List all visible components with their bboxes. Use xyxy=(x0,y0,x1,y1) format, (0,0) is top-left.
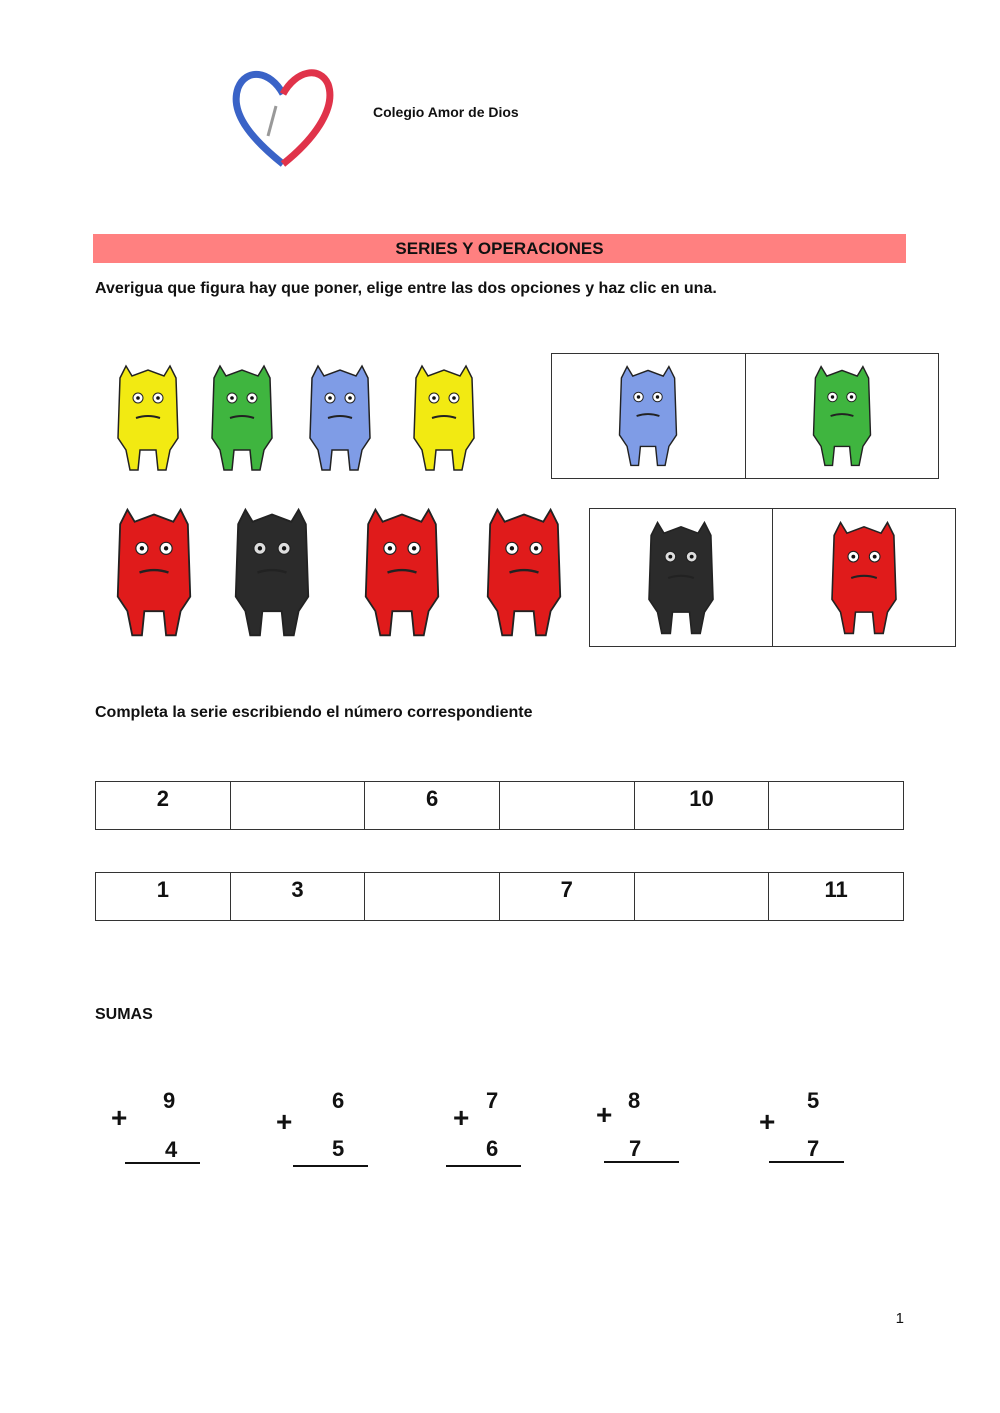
school-name: Colegio Amor de Dios xyxy=(373,104,519,120)
series-cell: 6 xyxy=(365,782,500,830)
monster-green-icon xyxy=(804,358,880,474)
addend-top: 7 xyxy=(486,1088,499,1113)
series-cell-blank[interactable] xyxy=(499,782,634,830)
monster-black-icon xyxy=(637,514,725,642)
sequence-monster xyxy=(352,500,452,650)
page-title: SERIES Y OPERACIONES xyxy=(93,234,906,263)
series-cell: 2 xyxy=(96,782,231,830)
series-cell: 3 xyxy=(230,873,365,921)
series-instruction: Averigua que figura hay que poner, elige entre las dos opciones y haz clic en una. xyxy=(95,280,717,297)
option-1[interactable] xyxy=(552,354,745,478)
sum-line[interactable] xyxy=(293,1165,368,1167)
sum-line[interactable] xyxy=(769,1161,844,1163)
sequence-monster xyxy=(300,356,380,485)
sum-line[interactable] xyxy=(446,1165,521,1167)
monster-black-icon xyxy=(222,500,322,645)
sequence-monster xyxy=(202,356,282,485)
series-cell-blank[interactable] xyxy=(230,782,365,830)
addend-bottom: 5 xyxy=(332,1136,345,1161)
sequence-monster xyxy=(474,500,574,650)
options-row-1 xyxy=(551,353,939,479)
series-cell: 10 xyxy=(634,782,769,830)
heart-logo xyxy=(228,66,338,176)
plus-sign: + xyxy=(453,1102,470,1133)
addend-top: 6 xyxy=(332,1088,345,1113)
plus-sign: + xyxy=(596,1099,613,1130)
monster-red-icon xyxy=(352,500,452,645)
sequence-monster xyxy=(404,356,484,485)
sequence-monster xyxy=(222,500,322,650)
addend-bottom: 7 xyxy=(629,1136,642,1161)
monster-red-icon xyxy=(474,500,574,645)
series-cell-blank[interactable] xyxy=(769,782,904,830)
addend-bottom: 6 xyxy=(486,1136,499,1161)
monster-yellow-icon xyxy=(108,356,188,480)
sequence-monster xyxy=(104,500,204,650)
sum-line[interactable] xyxy=(604,1161,679,1163)
sum-line[interactable] xyxy=(125,1162,200,1164)
plus-sign: + xyxy=(276,1106,293,1137)
option-2[interactable] xyxy=(745,354,939,478)
addend-top: 5 xyxy=(807,1088,820,1113)
series-cell-blank[interactable] xyxy=(365,873,500,921)
page-number: 1 xyxy=(895,1310,904,1327)
series-cell-blank[interactable] xyxy=(634,873,769,921)
addend-bottom: 7 xyxy=(807,1136,820,1161)
plus-sign: + xyxy=(759,1106,776,1137)
monster-red-icon xyxy=(820,514,908,642)
series-cell: 1 xyxy=(96,873,231,921)
sequence-monster xyxy=(108,356,188,485)
option-2[interactable] xyxy=(772,509,955,646)
series-cell: 7 xyxy=(499,873,634,921)
addend-bottom: 4 xyxy=(165,1137,178,1162)
sums-heading: SUMAS xyxy=(95,1006,153,1023)
addend-top: 9 xyxy=(163,1088,176,1113)
monster-yellow-icon xyxy=(404,356,484,480)
monster-blue-icon xyxy=(610,358,686,474)
number-series-instruction: Completa la serie escribiendo el número correspondiente xyxy=(95,704,533,721)
addend-top: 8 xyxy=(628,1088,641,1113)
option-1[interactable] xyxy=(590,509,772,646)
monster-red-icon xyxy=(104,500,204,645)
series-cell: 11 xyxy=(769,873,904,921)
plus-sign: + xyxy=(111,1102,128,1133)
number-series-table-2 xyxy=(95,872,904,921)
monster-green-icon xyxy=(202,356,282,480)
monster-blue-icon xyxy=(300,356,380,480)
number-series-table-1 xyxy=(95,781,904,830)
options-row-2 xyxy=(589,508,956,647)
